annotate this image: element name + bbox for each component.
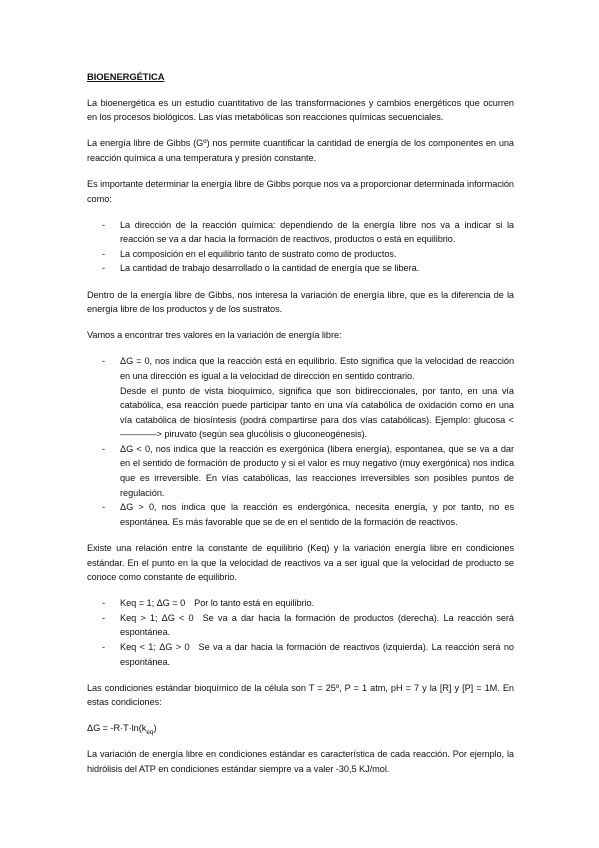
info-list xyxy=(87,218,514,276)
paragraph-intro: La bioenergética es un estudio cuantitativo de las transformaciones y cambios energéticos que ocurren en los procesos biológicos. Las vías metabólicas son reacciones químicas secuenciales. xyxy=(87,97,514,123)
dash-bullet: - xyxy=(102,598,106,609)
document-body xyxy=(87,70,514,788)
list-item: - La dirección de la reacción química: dependiendo de la energía libre nos va a indicar si la reacción se va a dar hacia la formación de reactivos, productos o está en equilibrio. xyxy=(102,219,514,245)
list-item: - Keq = 1; ΔG = 0 Por lo tanto está en equilibrio. xyxy=(87,596,514,611)
paragraph-keq: Existe una relación entre la constante de equilibrio (Keq) y la variación energía libre en condiciones estándar. En el punto en la que la velocidad de reactivos va a ser igual que la velocidad de producto se conoce como constante de equilibrio. xyxy=(87,542,514,583)
dash-bullet: - xyxy=(102,443,106,454)
document-title: BIOENERGÉTICA xyxy=(87,71,165,82)
dash-bullet: - xyxy=(102,248,106,259)
list-item: - ΔG > 0, nos indica que la reacción es endergónica, necesita energía, y por tanto, no es espontánea. Es más favorable que se de en el sentido de la formación de reactivos. xyxy=(102,502,514,527)
paragraph-importance: Es importante determinar la energía libre de Gibbs porque nos va a proporcionar determinada información como: xyxy=(87,178,514,204)
list-item: - ΔG < 0, nos indica que la reacción es exergónica (libera energía), espontanea, que se va a dar en el sentido de formación de producto y si el valor es muy negativo (muy exergónica) nos indica que es irreversible. En vías catabólicas, las reacciones irreversibles son posibles puntos de regulación. xyxy=(102,443,514,498)
list-item: - La composición en el equilibrio tanto de sustrato como de productos. xyxy=(87,247,514,262)
paragraph-variation: Dentro de la energía libre de Gibbs, nos interesa la variación de energía libre, que es la diferencia de la energía libre de los productos y de los sustratos. xyxy=(87,289,514,315)
dash-bullet: - xyxy=(102,263,106,274)
dash-bullet: - xyxy=(102,642,106,652)
list-item: - La cantidad de trabajo desarrollado o la cantidad de energía que se libera. xyxy=(87,261,514,276)
delta-g-list xyxy=(87,354,514,529)
paragraph-three-values: Vamos a encontrar tres valores en la variación de energía libre: xyxy=(87,330,342,341)
list-item: - ΔG = 0, nos indica que la reacción está en equilibrio. Esto significa que la velocidad de reacción en una dirección es igual a la velocidad de dirección en sentido contrario. Desde el punto de vista bioquímico, significa que son bidireccionales, por tanto, en una vía catabólica, esa reacción puede participar tanto en una vía catabólica de oxidación como en una vía catabólica de biosíntesis (podrá compartirse para dos vías catabólicas). Ejemplo: glucosa <————> piruvato (según sea glucólisis o gluconeogénesis). xyxy=(102,356,514,440)
list-item: - Keq > 1; ΔG < 0 Se va a dar hacia la formación de productos (derecha). La reacción será espontánea. xyxy=(102,612,514,638)
dash-bullet: - xyxy=(102,612,106,623)
dash-bullet: - xyxy=(102,356,106,367)
keq-list xyxy=(87,596,514,669)
paragraph-atp: La variación de energía libre en condiciones estándar es característica de cada reacción. Por ejemplo, la hidrólisis del ATP en condiciones estándar siempre va a valer -30,5 KJ/mol. xyxy=(87,749,514,775)
paragraph-gibbs: La energía libre de Gibbs (Gº) nos permite cuantificar la cantidad de energía de los componentes en una reacción química a una temperatura y presión constante. xyxy=(87,138,514,163)
paragraph-standard-conditions: Las condiciones estándar bioquímico de la célula son T = 25º, P = 1 atm, pH = 7 y la [R] y [P] = 1M. En estas condiciones: xyxy=(87,682,514,708)
dash-bullet: - xyxy=(102,219,106,230)
list-item: - Keq < 1; ΔG > 0 Se va a dar hacia la formación de reactivos (izquierda). La reacción será no espontánea. xyxy=(102,642,514,667)
formula: $\Delta G = -R\cdot T\cdot\ln(k_{eq})$ xyxy=(87,723,157,737)
dash-bullet: - xyxy=(102,502,106,513)
